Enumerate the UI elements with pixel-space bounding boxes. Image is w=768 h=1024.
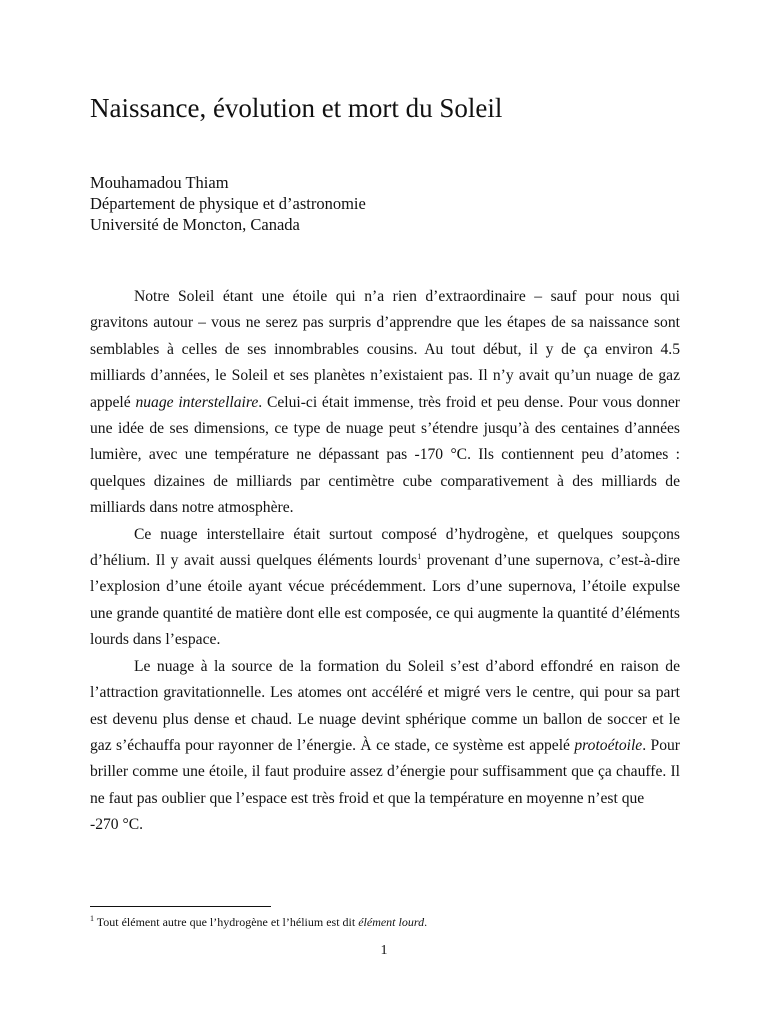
author-name: Mouhamadou Thiam xyxy=(90,173,229,192)
author-affiliation: Université de Moncton, Canada xyxy=(90,215,300,234)
footnote-reference[interactable]: 1 xyxy=(417,551,422,561)
page-number: 1 xyxy=(380,943,388,958)
paragraph-2 xyxy=(90,522,680,654)
paragraph-2-text-continued: provenant d’une supernova, c’est-à-dire l’explosion d’une étoile ayant vécue précédemment. Lors d’une supernova, l’étoile expulse une grande quantité de matière dont elle est composée, ce qui augmente la quantité d’éléments lourds dans l’espace. xyxy=(90,552,680,649)
author-block xyxy=(90,172,366,235)
paragraph-3-text-continued: . Pour briller comme une étoile, il faut produire assez d’énergie pour suffisamment que ça chauffe. Il ne faut pas oublier que l’espace est très froid et que la température en moyenne n’est que xyxy=(90,736,680,807)
author-department: Département de physique et d’astronomie xyxy=(90,194,366,213)
paragraph-2-text: Ce nuage interstellaire était surtout composé d’hydrogène, et quelques soupçons d’hélium. Il y avait aussi quelques éléments lourds xyxy=(90,525,680,570)
paragraph-3-continuation: -270 °C. xyxy=(90,816,144,834)
footnote xyxy=(90,914,427,930)
footnote-marker: 1 xyxy=(90,914,94,923)
paragraph-1 xyxy=(90,284,680,522)
footnote-divider xyxy=(90,906,271,907)
paragraph-1-emphasis: nuage interstellaire xyxy=(135,393,259,411)
document-title: Naissance, évolution et mort du Soleil xyxy=(90,93,503,123)
footnote-text: Tout élément autre que l’hydrogène et l’hélium est dit xyxy=(94,915,359,929)
paragraph-3-emphasis: protoétoile xyxy=(574,736,643,754)
paragraph-1-text: Notre Soleil étant une étoile qui n’a rien d’extraordinaire – sauf pour nous qui gravitons autour – vous ne serez pas surpris d’apprendre que les étapes de sa naissance sont semblables à celles de ses innombrables cousins. Au tout début, il y de ça environ 4.5 milliards d’années, le Soleil et ses planètes n’existaient pas. Il n’y avait qu’un nuage de gaz appelé xyxy=(90,288,680,411)
footnote-emphasis: élément lourd xyxy=(358,915,425,929)
paragraph-3 xyxy=(90,654,680,812)
paragraph-3-text: Le nuage à la source de la formation du Soleil s’est d’abord effondré en raison de l’attraction gravitationnelle. Les atomes ont accéléré et migré vers le centre, qui pour sa part est devenu plus dense et chaud. Le nuage devint sphérique comme un ballon de soccer et le gaz s’échauffa pour rayonner de l’énergie. À ce stade, ce système est appelé xyxy=(90,657,680,754)
paragraph-1-text-continued: . Celui-ci était immense, très froid et peu dense. Pour vous donner une idée de ses dimensions, ce type de nuage peut s’étendre jusqu’à des centaines d’années lumière, avec une température ne dépassant pas -170 °C. Ils contiennent peu d’atomes : quelques dizaines de milliards par centimètre cube comparativement à des milliards de milliards dans notre atmosphère. xyxy=(90,393,680,517)
body-text xyxy=(90,284,680,839)
footnote-text-end: . xyxy=(424,915,428,929)
